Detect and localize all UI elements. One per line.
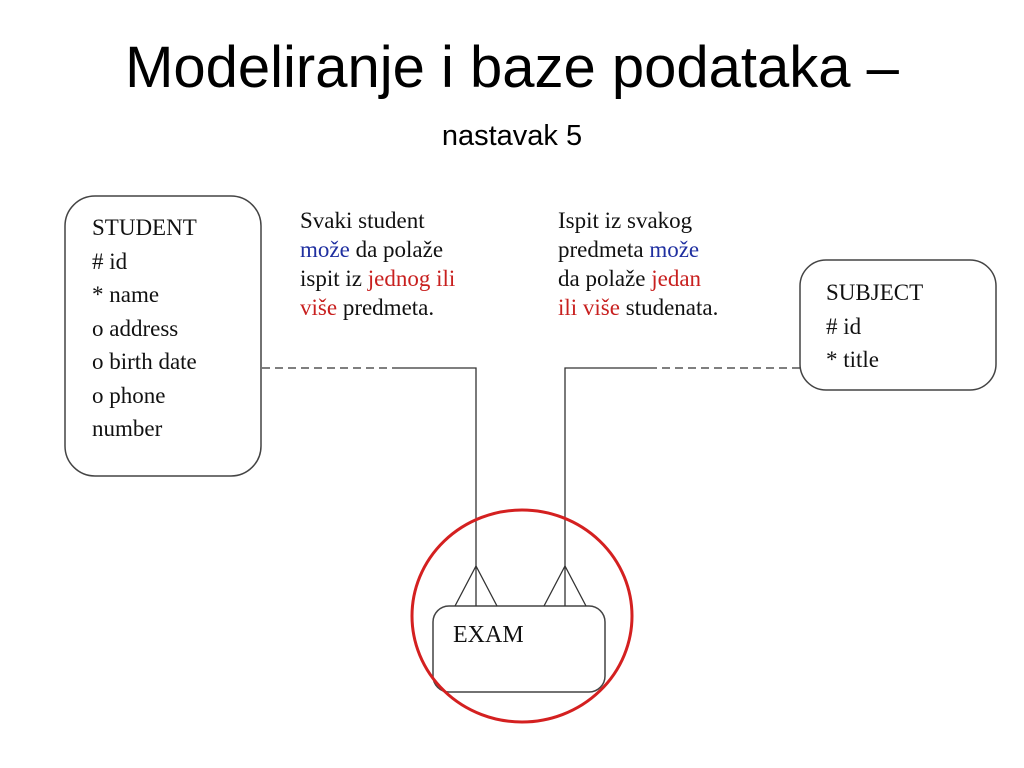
note-left-optional-word: može — [300, 237, 350, 262]
student-entity-text — [92, 211, 197, 446]
note-right-line-2 — [558, 235, 718, 264]
student-attribute-phone-cont: number — [92, 416, 163, 441]
note-left-line-4-rest: predmeta. — [337, 295, 435, 320]
subject-entity-text — [826, 276, 923, 377]
student-attribute-id: # id — [92, 248, 128, 274]
note-right-line-4-rest: studenata. — [619, 295, 719, 320]
note-left-line-3-start: ispit iz — [300, 266, 368, 291]
note-right-optional-word: može — [649, 237, 700, 262]
student-relationship-note — [300, 206, 455, 322]
student-attribute-phone: o phone — [92, 382, 166, 408]
note-right-line-4 — [558, 293, 718, 322]
student-attribute-birth-date: o birth date — [92, 349, 197, 374]
note-right-line-3 — [558, 264, 718, 293]
subject-entity-name: SUBJECT — [826, 280, 924, 305]
note-left-cardinality-part-2: više — [300, 295, 338, 320]
note-right-line-2-start: predmeta — [558, 237, 650, 262]
slide-title: Modeliranje i baze podataka – — [125, 35, 899, 100]
subject-attribute-title: * title — [826, 347, 880, 372]
note-left-cardinality-part-1: jednog ili — [367, 266, 456, 291]
student-entity-name: STUDENT — [92, 215, 197, 240]
note-left-line-1: Svaki student — [300, 208, 425, 233]
note-left-line-3 — [300, 264, 455, 293]
note-left-line-2-rest: da polaže — [349, 237, 444, 262]
exam-entity-box — [433, 606, 605, 692]
note-left-line-4 — [300, 293, 455, 322]
subject-attribute-id: # id — [826, 313, 862, 339]
student-attribute-address: o address — [92, 315, 179, 341]
subject-exam-relationship-solid — [565, 368, 650, 606]
note-left-line-2 — [300, 235, 455, 264]
subject-relationship-note — [558, 206, 718, 322]
note-right-line-1: Ispit iz svakog — [558, 208, 693, 233]
slide-subtitle: nastavak 5 — [441, 120, 583, 148]
student-exam-relationship-solid — [395, 368, 476, 606]
student-attribute-name: * name — [92, 282, 160, 307]
note-right-cardinality-part-2: ili više — [558, 295, 620, 320]
exam-entity-name: EXAM — [453, 622, 524, 648]
note-right-line-3-start: da polaže — [558, 266, 652, 291]
note-right-cardinality-part-1: jedan — [651, 266, 702, 291]
